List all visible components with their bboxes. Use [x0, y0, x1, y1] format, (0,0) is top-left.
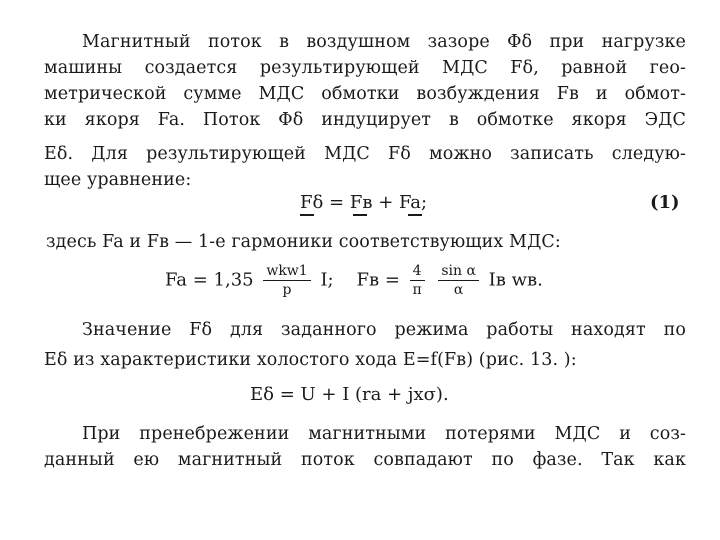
equation-1: Fδ = Fв + Fa;: [300, 192, 428, 213]
paragraph-1-line-1: Магнитный поток в воздушном зазоре Φδ при нагрузке: [82, 32, 686, 52]
paragraph-2-line-1: здесь Fa и Fв — 1-е гармоники соответствующих МДС:: [46, 232, 561, 252]
paragraph-1-line-6: щее уравнение:: [44, 170, 192, 190]
vector-underline: [408, 214, 422, 216]
fraction-1: [263, 262, 310, 299]
fraction-3: [438, 262, 479, 299]
equation-2-right: Iв wв.: [488, 269, 543, 291]
paragraph-1-line-3: метрической сумме МДС обмотки возбуждения Fв и обмот-: [44, 84, 686, 104]
vector-underline: [300, 214, 314, 216]
paragraph-4-line-1: При пренебрежении магнитными потерями МДС и соз-: [82, 424, 686, 444]
paragraph-1-line-5: Eδ. Для результирующей МДС Fδ можно записать следую-: [44, 144, 686, 164]
fraction-2-numerator: 4: [410, 262, 425, 281]
fraction-1-numerator: wkw1: [263, 262, 310, 281]
vector-underline: [353, 214, 367, 216]
paragraph-3-line-1: Значение Fδ для заданного режима работы находят по: [82, 320, 686, 340]
fraction-2-denominator: π: [412, 282, 422, 298]
fraction-1-denominator: p: [282, 282, 292, 298]
equation-2: [165, 262, 543, 299]
equation-2-left: Fa = 1,35: [165, 269, 254, 291]
fraction-3-numerator: sin α: [438, 262, 479, 281]
paragraph-4-line-2: данный ею магнитный поток совпадают по фазе. Так как: [44, 450, 686, 470]
fraction-2: [410, 262, 425, 299]
paragraph-3-line-2: Eδ из характеристики холостого хода E=f(Fв) (рис. 13. ):: [44, 350, 577, 370]
equation-2-middle: I; Fв =: [320, 269, 400, 291]
fraction-3-denominator: α: [453, 282, 464, 298]
paragraph-1-line-2: машины создается результирующей МДС Fδ, равной гео-: [44, 58, 686, 78]
equation-3: Eδ = U + I (ra + jxσ).: [250, 384, 449, 405]
paragraph-1-line-4: ки якоря Fa. Поток Φδ индуцирует в обмотке якоря ЭДС: [44, 110, 686, 130]
equation-1-number: (1): [650, 192, 680, 213]
